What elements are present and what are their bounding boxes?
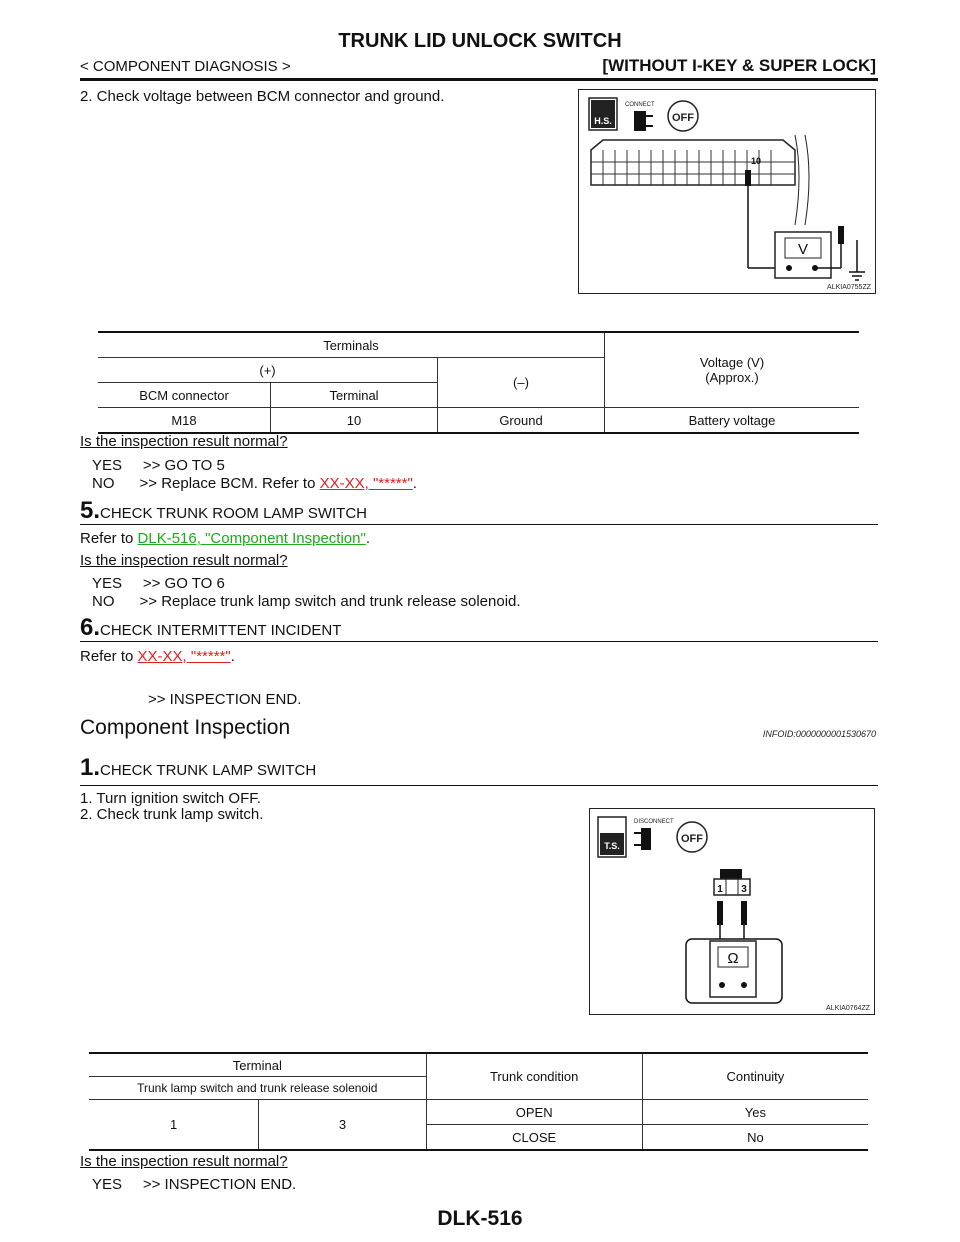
no-prefix: NO >> Replace BCM. Refer to	[92, 475, 320, 492]
component-step1-heading	[80, 754, 316, 782]
header-minus: (–)	[438, 358, 605, 408]
step5-heading	[80, 497, 367, 525]
answer-no-step4	[92, 475, 417, 493]
step6-rule	[80, 641, 878, 642]
header-lamp-switch: Trunk lamp switch and trunk release solenoid	[89, 1077, 426, 1100]
ohmmeter-icon: Ω	[727, 950, 739, 967]
page-number: DLK-516	[437, 1207, 523, 1230]
off-key-label-2: OFF	[681, 833, 703, 845]
breadcrumb: < COMPONENT DIAGNOSIS >	[80, 58, 291, 75]
header-plus: (+)	[98, 358, 438, 383]
step5-refer	[80, 530, 370, 548]
hs-label: H.S.	[594, 116, 612, 126]
header-terminal: Terminal	[271, 383, 438, 408]
diagram2-caption: ALKIA0764ZZ	[826, 1005, 870, 1012]
off-key-label: OFF	[672, 112, 694, 124]
cell-voltage: Battery voltage	[605, 408, 860, 434]
answer-yes-step5: YES >> GO TO 6	[92, 575, 225, 592]
cell-close: CLOSE	[426, 1125, 642, 1151]
continuity-spec-table	[89, 1052, 868, 1151]
voltmeter-icon: V	[797, 241, 809, 258]
ts-label: T.S.	[604, 841, 620, 851]
continuity-diagram-svg	[590, 809, 874, 1014]
section-component-inspection: Component Inspection	[80, 716, 291, 739]
step6-number: 6.	[80, 614, 101, 641]
step5-rule	[80, 524, 878, 525]
variant-label: [WITHOUT I-KEY & SUPER LOCK]	[602, 56, 876, 75]
answer-yes-step4: YES >> GO TO 5	[92, 457, 225, 474]
instruction-check-lamp: 2. Check trunk lamp switch.	[80, 806, 264, 823]
cell-yes: Yes	[642, 1100, 868, 1125]
link-replace-bcm[interactable]: XX-XX, "*****"	[319, 475, 413, 492]
question-component: Is the inspection result normal?	[80, 1153, 288, 1170]
answer-no-step5: NO >> Replace trunk lamp switch and trunk release solenoid.	[92, 593, 521, 610]
inspection-end-step6: >> INSPECTION END.	[148, 691, 302, 708]
info-id: INFOID:0000000001530670	[762, 729, 876, 739]
component-step1-title: CHECK TRUNK LAMP SWITCH	[100, 762, 317, 779]
header-voltage	[605, 332, 860, 408]
step6-title: CHECK INTERMITTENT INCIDENT	[100, 622, 342, 639]
header-continuity: Continuity	[642, 1053, 868, 1100]
cell-terminal-1: 1	[89, 1100, 259, 1151]
disconnect-label: DISCONNECT	[634, 819, 674, 825]
approx-label: (Approx.)	[705, 370, 759, 385]
header-rule	[80, 78, 878, 81]
step5-number: 5.	[80, 497, 101, 524]
diagram1-caption: ALKIA0755ZZ	[827, 284, 871, 291]
refer-prefix: Refer to	[80, 530, 138, 547]
header-bcm-connector: BCM connector	[98, 383, 271, 408]
step6-heading	[80, 614, 341, 642]
link-component-inspection[interactable]: DLK-516, "Component Inspection"	[137, 530, 366, 547]
voltage-check-diagram	[578, 89, 876, 294]
refer-prefix-6: Refer to	[80, 648, 138, 665]
instruction-check-voltage: 2. Check voltage between BCM connector and ground.	[80, 88, 445, 105]
connect-label: CONNECT	[625, 102, 655, 108]
step5-title: CHECK TRUNK ROOM LAMP SWITCH	[100, 505, 367, 522]
pin-10-label: 10	[751, 156, 762, 166]
voltage-label: Voltage (V)	[699, 355, 765, 370]
voltage-spec-table	[98, 331, 859, 434]
pin-1-label: 1	[717, 884, 723, 895]
cell-connector: M18	[98, 408, 271, 434]
header-trunk-condition: Trunk condition	[426, 1053, 642, 1100]
cell-terminal: 10	[271, 408, 438, 434]
cell-ground: Ground	[438, 408, 605, 434]
pin-3-label: 3	[741, 884, 747, 895]
instruction-turn-off: 1. Turn ignition switch OFF.	[80, 790, 261, 807]
continuity-check-diagram	[589, 808, 875, 1015]
header-terminals: Terminals	[98, 332, 605, 358]
refer-suffix-6: .	[230, 648, 235, 665]
question-step5: Is the inspection result normal?	[80, 552, 288, 569]
component-step1-number: 1.	[80, 754, 101, 781]
step6-refer	[80, 648, 235, 666]
voltage-diagram-svg	[579, 90, 875, 293]
page-title: TRUNK LID UNLOCK SWITCH	[338, 30, 622, 52]
refer-suffix: .	[365, 530, 370, 547]
component-step1-rule	[80, 785, 878, 786]
cell-open: OPEN	[426, 1100, 642, 1125]
header-terminal-2: Terminal	[89, 1053, 426, 1077]
link-intermittent[interactable]: XX-XX, "*****"	[137, 648, 231, 665]
answer-yes-component: YES >> INSPECTION END.	[92, 1176, 297, 1193]
cell-terminal-3: 3	[259, 1100, 426, 1151]
cell-no: No	[642, 1125, 868, 1151]
no-suffix: .	[412, 475, 417, 492]
question-step4: Is the inspection result normal?	[80, 433, 288, 450]
